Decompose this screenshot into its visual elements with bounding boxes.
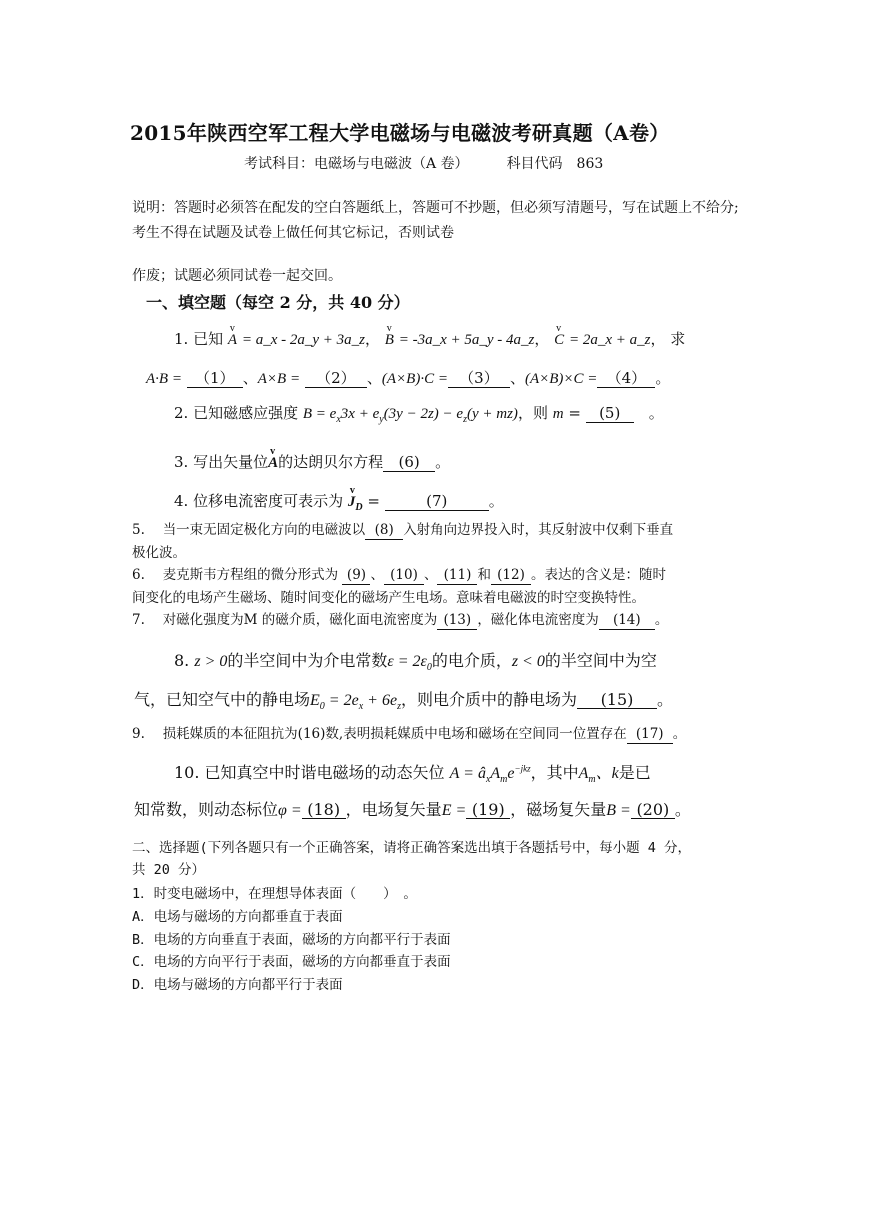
q7-mid: ，磁化体电流密度为 <box>477 612 599 628</box>
answer-blank-14[interactable]: (14) <box>599 612 655 630</box>
answer-blank-7[interactable]: (7) <box>385 493 489 511</box>
q8-line1-b: 的电介质， <box>431 651 512 670</box>
answer-blank-15[interactable]: (15) <box>577 691 657 709</box>
dynamic-vector-potential-expression: $A = â_xA_me^{-jkz}$ <box>449 763 531 786</box>
q10-line2-a: 知常数，则动态标位 <box>134 800 279 819</box>
q9-before: 损耗媒质的本征阻抗为(16)数,表明损耗媒质中电场和磁场在空间同一位置存在 <box>162 726 627 742</box>
mc-question-1-stem: 1．时变电磁场中，在理想导体表面（ ） 。 <box>132 886 417 902</box>
answer-blank-9[interactable]: (9) <box>342 567 370 585</box>
magnetic-complex-vector-symbol: B = <box>606 802 631 819</box>
answer-blank-18[interactable]: (18) <box>302 801 346 819</box>
question-8-line-2: 气，已知空气中的静电场$E_0 = 2e_x + 6e_z$，则电介质中的静电场为 (15) 。 <box>134 690 673 713</box>
mc-option-a[interactable]: A．电场与磁场的方向都垂直于表面 <box>132 909 343 925</box>
question-10-line-2: 知常数，则动态标位φ = (18) ，电场复矢量E = (19) ，磁场复矢量B = (20) 。 <box>134 800 691 819</box>
answer-blank-5[interactable]: (5) <box>586 405 634 423</box>
vector-c-symbol: v C <box>554 332 564 349</box>
vector-a-symbol: v A <box>228 332 237 349</box>
page-title: 2015年陕西空军工程大学电磁场与电磁波考研真题（A卷） <box>130 121 670 145</box>
answer-blank-11[interactable]: (11) <box>437 567 477 585</box>
q8-line2-a: 气，已知空气中的静电场 <box>134 690 311 709</box>
mc-option-b[interactable]: B．电场的方向垂直于表面，磁场的方向都平行于表面 <box>132 932 451 948</box>
question-1-line-2: A·B = （1） 、A×B = （2） 、(A×B)·C = （3） 、(A×B)×C = （4） 。 <box>146 369 671 387</box>
q5-after: 入射角向边界投入时，其反射波中仅剩下垂直 <box>403 522 674 538</box>
q1-prefix: 已知 <box>193 330 224 348</box>
q3-number: 3. <box>174 453 189 471</box>
section-1-heading: 一、填空题（每空 2 分，共 40 分） <box>146 293 410 312</box>
q6-after: 。表达的含义是：随时 <box>530 567 666 583</box>
q1-number: 1. <box>174 330 189 348</box>
answer-blank-12[interactable]: (12) <box>491 567 531 585</box>
question-7: 7. 对磁化强度为M 的磁介质，磁化面电流密度为 (13) ，磁化体电流密度为 (14) 。 <box>132 612 669 628</box>
section-2-heading-line-2: 共 20 分） <box>132 862 206 878</box>
q1-a-expression: = a_x - 2a_y + 3a_z <box>241 332 365 348</box>
q2-m-symbol: m <box>552 406 564 422</box>
instructions-tail: 作废；试题必须同试卷一起交回。 <box>132 268 342 284</box>
answer-blank-13[interactable]: (13) <box>437 612 477 630</box>
q1-c-expression: = 2a_x + a_z <box>568 332 651 348</box>
scalar-potential-symbol: φ = <box>278 802 302 819</box>
answer-blank-19[interactable]: (19) <box>466 801 510 819</box>
q2-then: ，则 <box>517 404 548 422</box>
question-4: 4. 位移电流密度可表示为 v $J_D = (7)$ 。 <box>174 490 504 513</box>
exam-subject-line <box>244 153 603 173</box>
answer-blank-1[interactable]: （1） <box>187 370 243 388</box>
q8-line1-a: 的半空间中为介电常数 <box>227 651 388 670</box>
mc-option-d[interactable]: D．电场与磁场的方向都平行于表面 <box>132 977 343 993</box>
question-8-line-1 <box>174 648 657 673</box>
answer-blank-2[interactable]: （2） <box>305 370 367 388</box>
q3-text-after: 的达朗贝尔方程 <box>278 453 384 471</box>
question-9: 9. 损耗媒质的本征阻抗为(16)数,表明损耗媒质中电场和磁场在空间同一位置存在 (17) 。 <box>132 726 687 742</box>
subject-code: 科目代码 863 <box>506 156 604 172</box>
q6-number: 6. <box>132 567 145 583</box>
q5-line-2: 极化波。 <box>132 545 186 561</box>
q2-field-expression: $B = e_x3x + e_y(3y - 2z) - e_z(y + mz)$ <box>302 406 518 425</box>
z-negative-symbol: z < 0 <box>511 653 545 670</box>
answer-blank-3[interactable]: （3） <box>448 370 510 388</box>
q6-and: 和 <box>477 567 491 583</box>
answer-blank-20[interactable]: (20) <box>631 801 675 819</box>
answer-blank-6[interactable]: (6) <box>383 454 435 472</box>
answer-blank-10[interactable]: (10) <box>384 567 424 585</box>
q8-line2-b: ，则电介质中的静电场为 <box>400 690 577 709</box>
question-10-line-1 <box>174 760 651 785</box>
displacement-current-symbol: v $J_D$ <box>348 494 363 513</box>
q8-number: 8. <box>174 651 190 670</box>
q3-text-before: 写出矢量位 <box>193 453 269 471</box>
q10-line1-c: 是已 <box>618 763 651 782</box>
exam-subject: 考试科目：电磁场与电磁波（A 卷） <box>244 156 469 172</box>
a-cross-b-cross-c-symbol: (A×B)×C = <box>524 371 598 387</box>
static-field-expression: $E_0 = 2e_x + 6e_z$ <box>310 692 401 713</box>
a-dot-b-symbol: A·B = <box>146 371 182 387</box>
q6-before: 麦克斯韦方程组的微分形式为 <box>162 567 339 583</box>
q2-number: 2. <box>174 404 189 422</box>
electric-complex-vector-symbol: E = <box>441 802 467 819</box>
q8-line1-c: 的半空间中为空 <box>544 651 657 670</box>
q10-line2-b: ，电场复矢量 <box>345 800 442 819</box>
q10-number: 10. <box>174 763 200 782</box>
q2-text: 已知磁感应强度 <box>193 404 299 422</box>
answer-blank-8[interactable]: (8) <box>365 522 403 540</box>
q6-line-2: 间变化的电场产生磁场、随时间变化的磁场产生电场。意味着电磁波的时空变换特性。 <box>132 590 645 606</box>
answer-blank-4[interactable]: （4） <box>597 370 655 388</box>
instructions-paragraph: 说明：答题时必须答在配发的空白答题纸上，答题可不抄题，但必须写清题号，写在试题上不给分; 考生不得在试题及试卷上做任何其它标记，否则试卷 <box>132 200 739 241</box>
vector-potential-symbol: v A <box>268 455 278 472</box>
question-3: 3. 写出矢量位v A的达朗贝尔方程 (6) 。 <box>174 451 450 472</box>
q10-line2-c: ，磁场复矢量 <box>510 800 607 819</box>
section-2-heading-line-1: 二、选择题(下列各题只有一个正确答案，请将正确答案选出填于各题括号中，每小题 4 分， <box>132 840 692 856</box>
z-positive-symbol: z > 0 <box>194 653 228 670</box>
q10-line1-a: 已知真空中时谐电磁场的动态矢位 <box>204 763 445 782</box>
question-1-line-1: 1. 已知 v A = a_x - 2a_y + 3a_z， v B = -3a_x + 5a_y - 4a_z， v C = 2a_x + a_z， 求 <box>174 328 685 349</box>
q5-number: 5. <box>132 522 145 538</box>
known-constants-symbols: $A_m$、k <box>578 765 619 786</box>
a-cross-b-symbol: A×B = <box>257 371 301 387</box>
q10-line1-b: ，其中 <box>530 763 579 782</box>
q4-text: 位移电流密度可表示为 <box>193 492 344 510</box>
a-cross-b-dot-c-symbol: (A×B)·C = <box>381 371 448 387</box>
q1-b-expression: = -3a_x + 5a_y - 4a_z <box>398 332 535 348</box>
q1-ask: 求 <box>670 330 686 348</box>
question-6-line-1: 6. 麦克斯韦方程组的微分形式为 (9) 、 (10) 、 (11) 和 (12) 。表达的含义是：随时 <box>132 567 666 583</box>
vector-b-symbol: v B <box>385 332 394 349</box>
answer-blank-17[interactable]: (17) <box>627 726 673 744</box>
q7-number: 7. <box>132 612 145 628</box>
permittivity-expression: $\varepsilon = 2\varepsilon_0$ <box>387 653 432 674</box>
mc-option-c[interactable]: C．电场的方向平行于表面，磁场的方向都垂直于表面 <box>132 954 451 970</box>
question-2: 2. 已知磁感应强度 $B = e_x3x + e_y(3y - 2z) - e_z(y + mz)$，则 m = (5) 。 <box>174 404 664 425</box>
q9-number: 9. <box>132 726 145 742</box>
q7-before: 对磁化强度为M 的磁介质，磁化面电流密度为 <box>162 612 438 628</box>
q4-number: 4. <box>174 492 189 510</box>
question-5-line-1 <box>132 518 673 540</box>
q5-before: 当一束无固定极化方向的电磁波以 <box>162 522 366 538</box>
